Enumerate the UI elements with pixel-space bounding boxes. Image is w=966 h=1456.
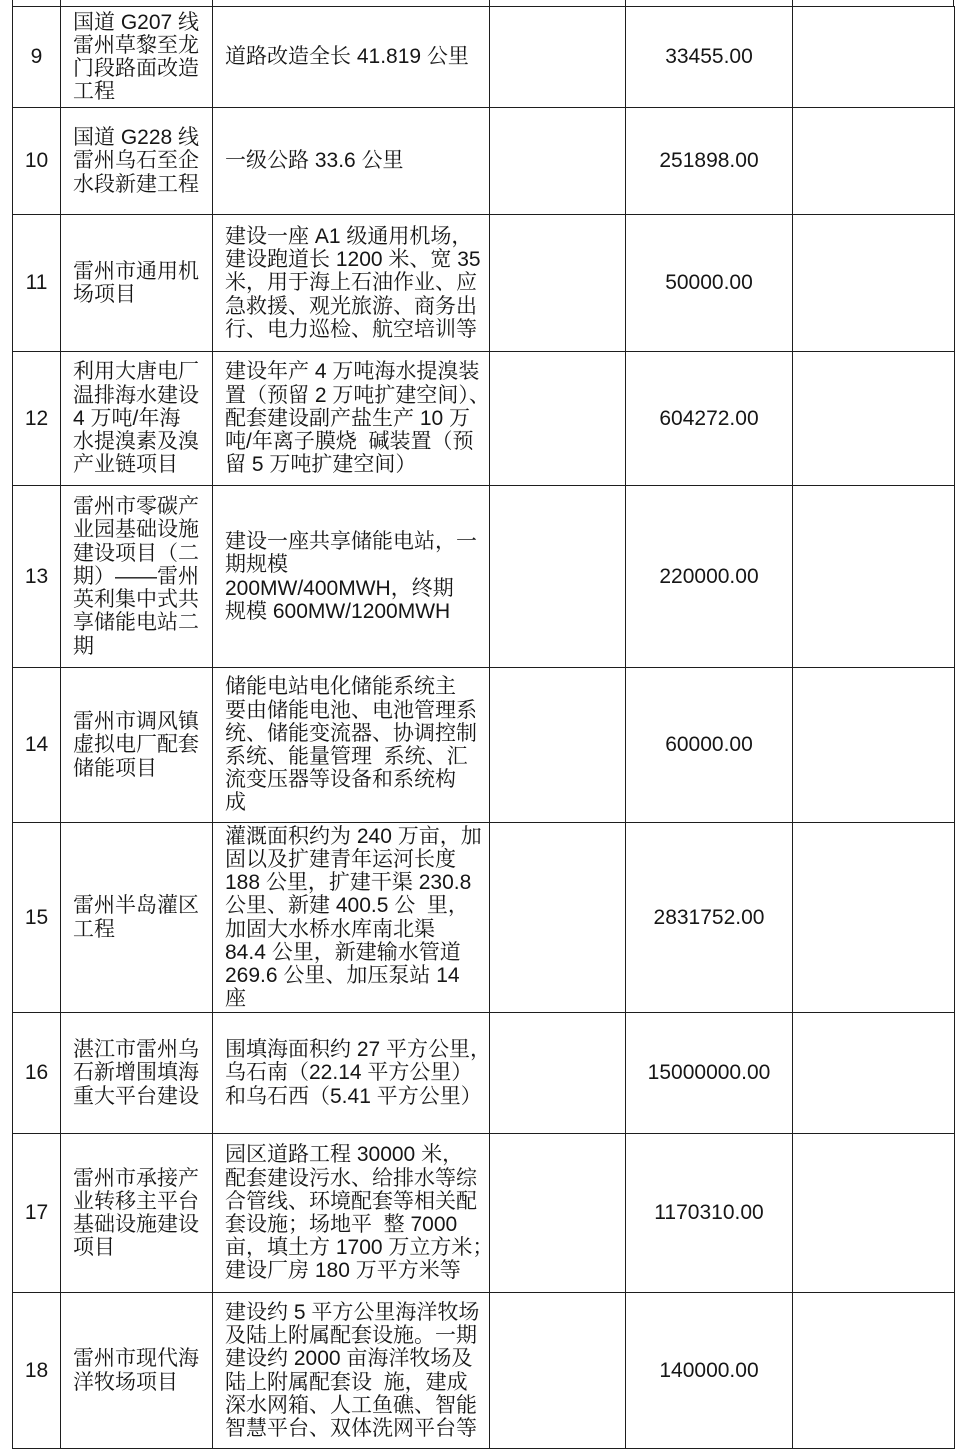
construction-content-line: 亩，填土方 1700 万立方米； <box>225 1236 494 1260</box>
row-number-cell <box>13 108 61 215</box>
remarks-cell <box>793 7 955 108</box>
project-name-line: 业园基础设施 <box>73 518 199 542</box>
table-row <box>13 1293 955 1449</box>
project-name-line: 英利集中式共 <box>73 588 199 612</box>
project-name-cell <box>61 1013 213 1134</box>
remarks-cell <box>793 215 955 352</box>
project-name-line: 虚拟电厂配套 <box>73 733 199 757</box>
construction-content-line: 乌石南（22.14 平方公里） <box>225 1061 473 1085</box>
blank-cell <box>490 668 626 823</box>
investment-amount: 2831752.00 <box>653 905 765 929</box>
table-row <box>13 1013 955 1134</box>
construction-content-line: 系统、能量管理 系统、汇 <box>225 745 468 768</box>
construction-content-line: 建设年产 4 万吨海水提溴装 <box>225 360 480 384</box>
remarks-cell <box>793 1013 955 1134</box>
construction-content-line: 固以及扩建青年运河长度 <box>225 847 456 871</box>
project-name-cell <box>61 1293 213 1449</box>
investment-amount-cell <box>626 486 793 668</box>
investment-amount-cell <box>626 215 793 352</box>
construction-content-line: 统、储能变流器、协调控制 <box>225 721 477 745</box>
row-number-cell <box>13 668 61 823</box>
investment-amount-cell <box>626 1013 793 1134</box>
project-name-line: 温排海水建设 <box>73 383 199 407</box>
project-name-line: 期）——雷州 <box>73 564 199 588</box>
construction-content-line: 建设约 2000 亩海洋牧场及 <box>225 1347 473 1371</box>
document-page <box>12 6 954 1449</box>
blank-cell <box>490 108 626 215</box>
table-row <box>13 668 955 823</box>
investment-amount: 15000000.00 <box>647 1061 771 1085</box>
project-name-line: 期 <box>73 634 94 658</box>
construction-content-cell <box>213 486 490 668</box>
construction-content-line: 吨/年离子膜烧 碱装置（预 <box>225 430 474 454</box>
project-name-cell <box>61 486 213 668</box>
construction-content-line: 一级公路 33.6 公里 <box>225 149 404 173</box>
remarks-cell <box>793 823 955 1013</box>
construction-content-line: 道路改造全长 41.819 公里 <box>225 45 469 69</box>
construction-content-line: 84.4 公里，新建输水管道 <box>225 940 461 964</box>
construction-content-line: 及陆上附属配套设施。一期 <box>225 1324 477 1348</box>
construction-content-line: 智慧平台、双体洗网平台等 <box>225 1416 477 1440</box>
construction-content-line: 成 <box>225 791 246 815</box>
investment-amount: 251898.00 <box>659 149 759 173</box>
project-name-line: 工程 <box>73 917 115 941</box>
table-row <box>13 486 955 668</box>
construction-content-line: 建设一座 A1 级通用机场， <box>225 224 473 248</box>
remarks-cell <box>793 486 955 668</box>
project-name-line: 重大平台建设 <box>73 1084 199 1108</box>
column-rule <box>60 0 61 6</box>
project-name-cell <box>61 352 213 486</box>
project-name-line: 雷州半岛灌区 <box>73 894 199 918</box>
column-rule <box>792 0 793 6</box>
investment-amount: 50000.00 <box>665 271 753 295</box>
project-name-line: 水段新建工程 <box>73 172 199 196</box>
project-name-line: 雷州乌石至企 <box>73 149 199 173</box>
construction-content-cell <box>213 823 490 1013</box>
project-name-line: 储能项目 <box>73 756 157 780</box>
project-name-line: 雷州市零碳产 <box>73 495 199 519</box>
blank-cell <box>490 1293 626 1449</box>
remarks-cell <box>793 1293 955 1449</box>
construction-content-line: 要由储能电池、电池管理系 <box>225 698 477 722</box>
column-rule <box>489 0 490 6</box>
row-number: 17 <box>24 1201 49 1225</box>
remarks-cell <box>793 1134 955 1293</box>
construction-content-line: 流变压器等设备和系统构 <box>225 768 456 792</box>
project-name-line: 水提溴素及溴 <box>73 430 199 454</box>
investment-amount-cell <box>626 352 793 486</box>
investment-amount: 60000.00 <box>665 733 753 757</box>
investment-amount-cell <box>626 108 793 215</box>
construction-content-line: 行、电力巡检、航空培训等 <box>225 317 477 341</box>
construction-content-line: 公里、新建 400.5 公 里， <box>225 894 469 918</box>
project-name-line: 利用大唐电厂 <box>73 360 199 384</box>
project-name-cell <box>61 215 213 352</box>
project-name-line: 国道 G228 线 <box>73 126 200 150</box>
construction-content-cell <box>213 215 490 352</box>
construction-content-line: 套设施；场地平 整 7000 <box>225 1213 458 1236</box>
table-row <box>13 823 955 1013</box>
row-number: 12 <box>24 406 49 430</box>
construction-content-line: 建设厂房 180 万平方米等 <box>225 1259 461 1283</box>
investment-amount: 1170310.00 <box>654 1201 764 1225</box>
blank-cell <box>490 215 626 352</box>
project-name-cell <box>61 1134 213 1293</box>
construction-content-line: 269.6 公里、加压泵站 14 <box>225 963 460 987</box>
row-number: 16 <box>24 1061 49 1085</box>
investment-amount-cell <box>626 823 793 1013</box>
construction-content-line: 200MW/400MWH，终期 <box>225 576 454 600</box>
project-name-line: 湛江市雷州乌 <box>73 1038 199 1062</box>
project-name-line: 国道 G207 线 <box>73 10 200 34</box>
row-number-cell <box>13 823 61 1013</box>
blank-cell <box>490 486 626 668</box>
project-name-cell <box>61 823 213 1013</box>
table-row <box>13 352 955 486</box>
construction-content-line: 建设跑道长 1200 米、宽 35 <box>225 248 481 272</box>
project-name-line: 雷州市现代海 <box>73 1347 199 1371</box>
project-name-line: 洋牧场项目 <box>73 1370 178 1394</box>
construction-content-line: 置（预留 2 万吨扩建空间）、 <box>225 383 490 407</box>
construction-content-line: 188 公里，扩建干渠 230.8 <box>225 871 472 895</box>
project-name-line: 场项目 <box>73 283 136 306</box>
blank-cell <box>490 352 626 486</box>
remarks-cell <box>793 108 955 215</box>
column-rule <box>953 0 954 6</box>
row-number-cell <box>13 352 61 486</box>
construction-content-cell <box>213 352 490 486</box>
row-number-cell <box>13 1134 61 1293</box>
project-name-line: 雷州市调风镇 <box>73 710 199 734</box>
construction-content-line: 期规模 <box>225 553 288 577</box>
project-name-line: 产业链项目 <box>73 453 178 477</box>
table-row <box>13 215 955 352</box>
project-name-cell <box>61 668 213 823</box>
construction-content-line: 合管线、环境配套等相关配 <box>225 1189 477 1213</box>
project-name-line: 4 万吨/年海 <box>73 406 181 430</box>
project-name-cell <box>61 108 213 215</box>
construction-content-line: 配套建设副产盐生产 10 万 <box>225 406 471 430</box>
construction-content-line: 灌溉面积约为 240 万亩，加 <box>225 824 482 848</box>
remarks-cell <box>793 352 955 486</box>
construction-content-line: 急救援、观光旅游、商务出 <box>225 294 477 318</box>
project-name-line: 业转移主平台 <box>73 1189 199 1213</box>
row-number: 9 <box>30 45 43 69</box>
project-name-line: 基础设施建设 <box>73 1213 199 1236</box>
construction-content-line: 围填海面积约 27 平方公里， <box>225 1038 492 1062</box>
construction-content-line: 规模 600MW/1200MWH <box>225 599 451 623</box>
construction-content-cell <box>213 1293 490 1449</box>
row-number: 18 <box>24 1358 49 1382</box>
row-number: 15 <box>24 905 49 929</box>
construction-content-cell <box>213 1013 490 1134</box>
investment-amount: 220000.00 <box>659 564 759 588</box>
project-table-body <box>13 7 955 1449</box>
remarks-cell <box>793 668 955 823</box>
project-name-line: 门段路面改造 <box>73 57 199 80</box>
blank-cell <box>490 1134 626 1293</box>
row-number: 10 <box>24 149 49 173</box>
construction-content-line: 园区道路工程 30000 米， <box>225 1143 464 1167</box>
investment-amount-cell <box>626 1134 793 1293</box>
construction-content-line: 建设一座共享储能电站，一 <box>225 530 477 554</box>
table-row <box>13 7 955 108</box>
construction-content-line: 留 5 万吨扩建空间） <box>225 453 417 477</box>
project-name-line: 工程 <box>73 80 115 104</box>
table-continuation-rules <box>12 0 954 6</box>
construction-content-line: 建设约 5 平方公里海洋牧场 <box>225 1300 480 1324</box>
row-number: 14 <box>24 733 49 757</box>
row-number-cell <box>13 215 61 352</box>
project-name-line: 石新增围填海 <box>73 1061 199 1085</box>
project-name-line: 雷州市通用机 <box>73 259 199 283</box>
project-name-line: 雷州草黎至龙 <box>73 33 199 57</box>
row-number-cell <box>13 7 61 108</box>
project-table <box>12 6 955 1449</box>
investment-amount-cell <box>626 7 793 108</box>
row-number-cell <box>13 1293 61 1449</box>
row-number: 11 <box>25 271 48 295</box>
project-name-line: 雷州市承接产 <box>73 1166 199 1190</box>
construction-content-line: 配套建设污水、给排水等综 <box>225 1166 477 1190</box>
row-number: 13 <box>24 564 49 588</box>
investment-amount-cell <box>626 1293 793 1449</box>
construction-content-line: 座 <box>225 987 246 1011</box>
project-name-line: 享储能电站二 <box>73 611 199 635</box>
construction-content-cell <box>213 7 490 108</box>
column-rule <box>12 0 13 6</box>
construction-content-line: 储能电站电化储能系统主 <box>225 675 456 699</box>
investment-amount: 604272.00 <box>659 406 759 430</box>
investment-amount: 33455.00 <box>665 45 753 69</box>
investment-amount-cell <box>626 668 793 823</box>
row-number-cell <box>13 486 61 668</box>
construction-content-cell <box>213 108 490 215</box>
project-name-line: 建设项目（二 <box>73 541 199 565</box>
column-rule <box>212 0 213 6</box>
construction-content-line: 和乌石西（5.41 平方公里） <box>225 1084 482 1108</box>
construction-content-line: 深水网箱、人工鱼礁、智能 <box>225 1393 477 1417</box>
construction-content-cell <box>213 668 490 823</box>
project-name-line: 项目 <box>73 1236 115 1260</box>
blank-cell <box>490 1013 626 1134</box>
blank-cell <box>490 7 626 108</box>
column-rule <box>625 0 626 6</box>
construction-content-line: 米，用于海上石油作业、应 <box>225 271 477 295</box>
investment-amount: 140000.00 <box>659 1358 759 1382</box>
construction-content-cell <box>213 1134 494 1293</box>
construction-content-line: 加固大水桥水库南北渠 <box>225 917 435 941</box>
construction-content-line: 陆上附属配套设 施，建成 <box>225 1370 468 1394</box>
blank-cell <box>490 823 626 1013</box>
table-row <box>13 108 955 215</box>
table-row <box>13 1134 955 1293</box>
row-number-cell <box>13 1013 61 1134</box>
project-name-cell <box>61 7 213 108</box>
